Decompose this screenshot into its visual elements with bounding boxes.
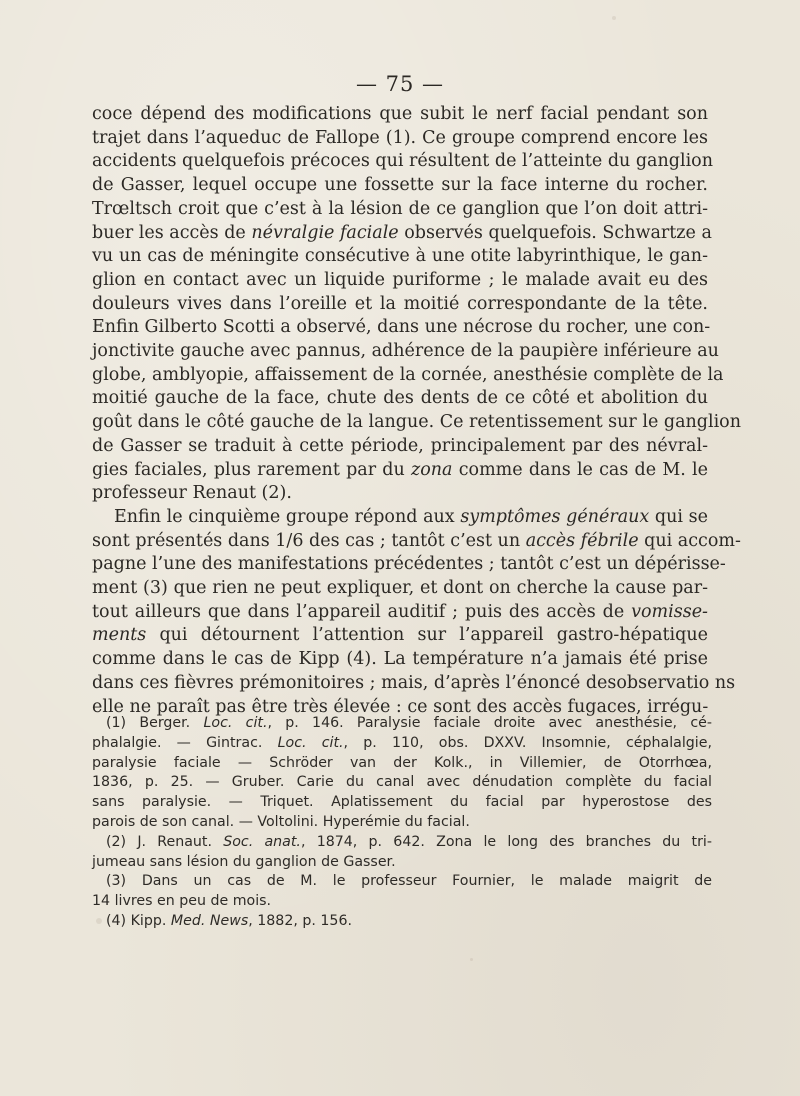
text-segment: (4) Kipp. <box>106 912 167 929</box>
italic-term: Loc. cit. <box>203 715 268 731</box>
footnote-line <box>92 912 712 932</box>
text-line: jonctivite gauche avec pannus, adhérence de la paupière inférieure au <box>92 341 719 362</box>
text-segment: , 1874, p. 642. Zona le long des branches du tri- <box>300 833 712 850</box>
text-segment: (2) J. Renaut. <box>106 833 212 850</box>
text-line <box>92 459 708 483</box>
text-segment: Enfin le cinquième groupe répond aux <box>114 506 455 527</box>
footnote-line: sans paralysie. — Triquet. Aplatissement du facial par hyperostose des <box>92 794 712 811</box>
footnote-1 <box>92 714 712 833</box>
paper-spot <box>470 958 473 961</box>
footnote-line: (3) Dans un cas de M. le professeur Fournier, le malade maigrit de <box>106 873 712 890</box>
footnote-2 <box>92 833 712 873</box>
text-line: Trœltsch croit que c’est à la lésion de ce ganglion que l’on doit attri- <box>92 198 708 219</box>
text-line: douleurs vives dans l’oreille et la moitié correspondante de la tête. <box>92 293 708 314</box>
text-line: globe, amblyopie, affaissement de la cornée, anesthésie complète de la <box>92 364 724 385</box>
text-line: moitié gauche de la face, chute des dents de ce côté et abolition du <box>92 388 708 409</box>
footnote-4 <box>92 912 712 932</box>
italic-term: zona <box>411 459 453 480</box>
italic-term: accès fébrile <box>525 530 639 551</box>
text-segment: observés quelquefois. Schwartze a <box>404 222 712 243</box>
text-segment: gies faciales, plus rarement par du <box>92 459 405 480</box>
text-line: vu un cas de méningite consécutive à une otite labyrinthique, le gan- <box>92 246 708 267</box>
text-line: elle ne paraît pas être très élevée : ce sont des accès fugaces, irrégu- <box>92 696 709 717</box>
footnote-line: 1836, p. 25. — Gruber. Carie du canal avec dénudation complète du facial <box>92 774 712 791</box>
footnotes <box>92 714 712 932</box>
text-line <box>92 601 708 625</box>
text-line: de Gasser, lequel occupe une fossette sur la face interne du rocher. <box>92 175 708 196</box>
italic-term: Soc. anat. <box>223 833 301 850</box>
text-line: Enfin Gilberto Scotti a observé, dans une nécrose du rocher, une con- <box>92 317 711 338</box>
text-line: pagne l’une des manifestations précédentes ; tantôt c’est un dépérisse- <box>92 554 726 575</box>
text-segment: , p. 110, obs. DXXV. Insomnie, céphalalgie, <box>343 734 712 751</box>
text-line: accidents quelquefois précoces qui résultent de l’atteinte du ganglion <box>92 151 713 172</box>
footnote-line: parois de son canal. — Voltolini. Hyperémie du facial. <box>92 813 470 830</box>
text-line: coce dépend des modifications que subit le nerf facial pendant son <box>92 104 708 124</box>
text-line <box>92 530 741 554</box>
italic-term: ments <box>92 625 147 646</box>
text-segment: (1) Berger. <box>106 715 191 731</box>
italic-term: vomisse- <box>631 601 708 622</box>
text-segment: qui détournent l’attention sur l’appareil gastro-hépatique <box>159 625 708 646</box>
footnote-line: 14 livres en peu de mois. <box>92 893 272 910</box>
italic-term: Med. News <box>170 912 249 929</box>
text-segment: qui se <box>654 506 708 527</box>
text-line: comme dans le cas de Kipp (4). La température n’a jamais été prise <box>92 649 708 670</box>
text-line: professeur Renaut (2). <box>92 483 292 504</box>
text-segment: , 1882, p. 156. <box>248 912 352 929</box>
page-number: — 75 — <box>355 72 445 96</box>
text-line: dans ces fièvres prémonitoires ; mais, d’après l’énoncé desobservatio ns <box>92 672 736 693</box>
paragraph-2 <box>92 506 741 719</box>
italic-term: Loc. cit. <box>277 734 344 751</box>
footnote-line: jumeau sans lésion du ganglion de Gasser. <box>92 853 396 870</box>
paragraph-1 <box>92 103 741 506</box>
text-line <box>92 222 712 246</box>
footnote-line <box>92 714 712 734</box>
text-line: glion en contact avec un liquide puriforme ; le malade avait eu des <box>92 269 708 290</box>
text-line: goût dans le côté gauche de la langue. Ce retentissement sur le ganglion <box>92 412 741 433</box>
footnote-line: paralysie faciale — Schröder van der Kolk., in Villemier, de Otorrhœa, <box>92 754 712 771</box>
italic-term: symptômes généraux <box>460 506 650 527</box>
paper-spot <box>612 16 616 20</box>
text-segment: tout ailleurs que dans l’appareil auditif ; puis des accès de <box>92 601 625 622</box>
text-line <box>92 506 708 530</box>
paper-spot <box>96 918 102 924</box>
footnote-line <box>92 833 712 853</box>
footnote-line <box>92 734 712 754</box>
text-segment: , p. 146. Paralysie faciale droite avec anesthésie, cé- <box>267 715 712 731</box>
text-line: trajet dans l’aqueduc de Fallope (1). Ce groupe comprend encore les <box>92 127 708 148</box>
text-line <box>92 624 708 648</box>
text-segment: buer les accès de <box>92 222 246 243</box>
main-text <box>92 103 741 719</box>
text-segment: qui accom- <box>644 530 741 551</box>
footnote-3 <box>92 872 712 912</box>
text-segment: phalalgie. — Gintrac. <box>92 734 263 751</box>
text-segment: comme dans le cas de M. le <box>458 459 708 480</box>
text-line: ment (3) que rien ne peut expliquer, et dont on cherche la cause par- <box>92 578 708 599</box>
text-segment: sont présentés dans 1/6 des cas ; tantôt c’est un <box>92 530 521 551</box>
italic-term: névralgie faciale <box>251 222 399 243</box>
text-line: de Gasser se traduit à cette période, principalement par des névral- <box>92 435 708 456</box>
